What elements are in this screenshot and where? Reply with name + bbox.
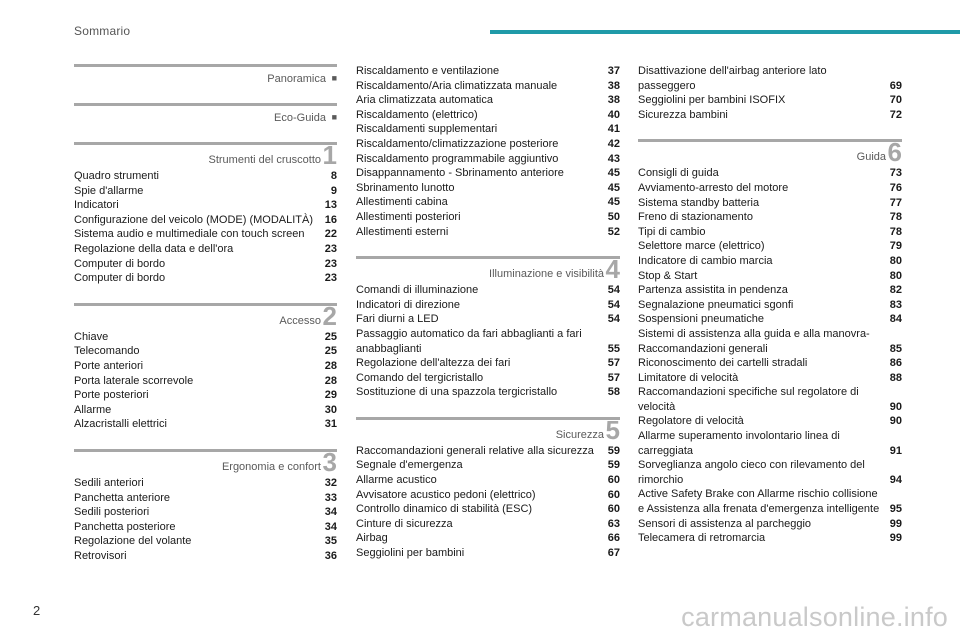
toc-entry[interactable] (356, 356, 620, 371)
toc-entry-page: 54 (607, 284, 620, 297)
toc-entry-page: 78 (889, 211, 902, 224)
toc-entry-label: Fari diurni a LED (356, 313, 439, 326)
toc-entry-label: Panchetta anteriore (74, 491, 171, 504)
toc-section (74, 64, 337, 86)
toc-entry[interactable] (356, 371, 620, 386)
section-number: 4 (605, 254, 620, 285)
toc-entry-label: Consigli di guida (638, 167, 719, 180)
toc-entry-page: 23 (324, 242, 337, 255)
section-title[interactable]: Ergonomia e confort (221, 460, 321, 473)
section-number: 6 (887, 137, 902, 168)
toc-entry-page: 28 (324, 359, 337, 372)
toc-entry[interactable] (638, 356, 902, 371)
toc-entry-page: 38 (607, 94, 620, 107)
toc-entry[interactable] (356, 298, 620, 313)
toc-entry[interactable] (356, 458, 620, 473)
toc-entry-label: Allestimenti esterni (356, 225, 449, 238)
toc-entry-page: 85 (889, 342, 902, 355)
toc-entry-label: Riscaldamento (elettrico) (356, 108, 478, 121)
toc-entry[interactable] (356, 488, 620, 503)
page-number: 2 (33, 603, 41, 618)
toc-entry-label: Cinture di sicurezza (356, 517, 453, 530)
toc-entry-label: Sostituzione di una spazzola tergicristallo (356, 386, 558, 399)
toc-entry-label: Tipi di cambio (638, 225, 706, 238)
toc-entry-page: 34 (324, 506, 337, 519)
toc-column-1 (74, 64, 337, 580)
toc-entry[interactable] (356, 93, 620, 108)
toc-entry-page: 8 (330, 170, 337, 182)
toc-section (74, 446, 337, 564)
toc-entry-page: 79 (889, 240, 902, 253)
toc-entry-label: Sbrinamento lunotto (356, 181, 455, 194)
toc-entry[interactable] (356, 152, 620, 167)
toc-entry-page: 95 (889, 503, 902, 516)
toc-entry-page: 52 (607, 225, 620, 238)
toc-entry-label: Regolazione del volante (74, 535, 192, 548)
toc-entry-label: Disattivazione dell'airbag anteriore lato passeggero (638, 65, 827, 92)
toc-entry-label: Riscaldamenti supplementari (356, 123, 498, 136)
toc-entry-label: Allestimenti posteriori (356, 210, 461, 223)
toc-entry-label: Configurazione del veicolo (MODE) (MODALITÀ) (74, 213, 314, 226)
section-title[interactable]: Strumenti del cruscotto (208, 154, 321, 166)
toc-entry[interactable] (638, 414, 902, 429)
toc-entry-label: Regolazione dell'altezza dei fari (356, 357, 511, 370)
toc-entry[interactable] (74, 227, 337, 242)
toc-entry[interactable] (356, 64, 620, 79)
section-heading (356, 414, 620, 445)
toc-entry-label: Computer di bordo (74, 257, 166, 270)
toc-entry-label: Seggiolini per bambini (356, 547, 465, 560)
toc-entry-page: 84 (889, 313, 902, 326)
toc-entry[interactable] (638, 487, 902, 516)
toc-entry[interactable] (74, 374, 337, 389)
toc-section (74, 300, 337, 432)
toc-entry[interactable] (74, 491, 337, 506)
toc-entry[interactable] (74, 184, 337, 199)
toc-entry-page: 35 (324, 535, 337, 548)
section-heading (356, 254, 620, 285)
toc-entry[interactable] (638, 531, 902, 546)
toc-entry-page: 59 (607, 444, 620, 457)
toc-entry-label: Quadro strumenti (74, 170, 159, 182)
toc-entry-page: 83 (889, 298, 902, 311)
toc-entry[interactable] (638, 269, 902, 284)
toc-entry-label: Disappannamento - Sbrinamento anteriore (356, 167, 564, 180)
toc-entry-page: 34 (324, 520, 337, 533)
toc-entry-label: Porta laterale scorrevole (74, 374, 194, 387)
toc-entry-label: Allarme acustico (356, 474, 437, 487)
toc-entry-label: Indicatore di cambio marcia (638, 254, 773, 267)
toc-entry[interactable] (638, 458, 902, 487)
toc-entry-label: Limitatore di velocità (638, 371, 739, 384)
toc-entry-label: Allarme superamento involontario linea di carreggiata (638, 430, 840, 457)
toc-entry[interactable] (638, 225, 902, 240)
toc-entry-label: Avviamento-arresto del motore (638, 181, 789, 194)
toc-entry-label: Telecomando (74, 345, 140, 358)
section-number: 5 (605, 414, 620, 445)
toc-entry-page: 67 (607, 547, 620, 560)
section-title[interactable]: Eco-Guida (274, 112, 326, 124)
toc-entry-page: 16 (324, 213, 337, 226)
toc-entry[interactable] (638, 64, 902, 93)
toc-entry-page: 41 (607, 123, 620, 136)
toc-entry-page: 40 (607, 108, 620, 121)
toc-entry[interactable] (356, 502, 620, 517)
toc-entry-page: 54 (607, 298, 620, 311)
toc-entry[interactable] (74, 403, 337, 418)
toc-entry-label: Regolatore di velocità (638, 415, 744, 428)
toc-entry-page: 38 (607, 79, 620, 92)
toc-entry-label: Riconoscimento dei cartelli stradali (638, 357, 808, 370)
toc-entry-page: 32 (324, 476, 337, 489)
toc-entry[interactable] (356, 166, 620, 181)
toc-entry-label: Spie d'allarme (74, 184, 144, 197)
toc-entry-label: Panchetta posteriore (74, 520, 176, 533)
toc-entry-label: Raccomandazioni specifiche sul regolatore di velocità (638, 386, 859, 413)
toc-entry-label: Riscaldamento/Aria climatizzata manuale (356, 79, 558, 92)
section-number: 1 (322, 140, 337, 170)
toc-entry-page: 28 (324, 374, 337, 387)
section-title[interactable]: Illuminazione e visibilità (489, 268, 604, 281)
toc-entry[interactable] (638, 181, 902, 196)
toc-entry[interactable] (638, 517, 902, 532)
toc-entry[interactable] (638, 312, 902, 327)
section-title[interactable]: Panoramica (267, 73, 326, 85)
toc-entry-label: Raccomandazioni generali relative alla sicurezza (356, 444, 594, 457)
toc-section (74, 103, 337, 125)
section-heading (74, 446, 337, 477)
toc-entry-label: Allarme (74, 403, 112, 416)
toc-section (356, 256, 620, 400)
toc-entry[interactable] (356, 195, 620, 210)
toc-entry-label: Sistema standby batteria (638, 196, 760, 209)
section-heading (74, 300, 337, 331)
toc-entry[interactable] (356, 385, 620, 400)
toc-entry[interactable] (356, 108, 620, 123)
toc-entry[interactable] (356, 283, 620, 298)
toc-entry[interactable] (638, 283, 902, 298)
toc-entry[interactable] (74, 534, 337, 549)
toc-entry[interactable] (74, 344, 337, 359)
toc-entry[interactable] (638, 254, 902, 269)
toc-entry-page: 60 (607, 503, 620, 516)
toc-entry[interactable] (638, 210, 902, 225)
section-heading (74, 140, 337, 170)
toc-entry[interactable] (74, 242, 337, 257)
toc-entry[interactable] (356, 327, 620, 356)
toc-section (356, 64, 620, 239)
toc-entry-label: Passaggio automatico da fari abbaglianti a fari anabbaglianti (356, 327, 582, 355)
toc-entry[interactable] (74, 359, 337, 374)
section-heading (74, 103, 337, 125)
section-number: 3 (322, 446, 337, 477)
toc-section (356, 414, 620, 561)
toc-entry-label: Regolazione della data e dell'ora (74, 242, 234, 255)
toc-entry-page: 82 (889, 284, 902, 297)
page-header-title: Sommario (74, 24, 131, 38)
toc-entry[interactable] (356, 546, 620, 561)
toc-entry[interactable] (638, 108, 902, 123)
toc-entry[interactable] (74, 476, 337, 491)
toc-entry-label: Sensori di assistenza al parcheggio (638, 517, 812, 530)
toc-section (638, 64, 902, 122)
toc-entry-page: 36 (324, 549, 337, 562)
toc-entry-label: Riscaldamento e ventilazione (356, 65, 500, 77)
toc-entry[interactable] (356, 444, 620, 459)
toc-entry[interactable] (356, 225, 620, 240)
toc-column-3 (638, 64, 902, 563)
section-square-icon: ■ (331, 112, 337, 122)
toc-entry-label: Active Safety Brake con Allarme rischio collisione e Assistenza alla frenata d'emergenza intelligente (638, 488, 880, 516)
toc-entry[interactable] (74, 417, 337, 432)
toc-entry[interactable] (74, 549, 337, 564)
toc-entry-label: Segnale d'emergenza (356, 459, 463, 472)
toc-entry-page: 69 (889, 79, 902, 92)
toc-entry[interactable] (74, 505, 337, 520)
toc-entry[interactable] (356, 473, 620, 488)
toc-entry-page: 99 (889, 532, 902, 545)
toc-entry-label: Stop & Start (638, 269, 698, 282)
toc-entry[interactable] (638, 371, 902, 386)
toc-entry-label: Retrovisori (74, 549, 127, 562)
toc-entry-label: Indicatori di direzione (356, 298, 460, 311)
section-title[interactable]: Accesso (279, 314, 321, 327)
toc-entry-label: Seggiolini per bambini ISOFIX (638, 94, 786, 107)
toc-section (74, 142, 337, 286)
toc-entry-page: 37 (607, 65, 620, 77)
toc-entry[interactable] (74, 169, 337, 184)
toc-entry-page: 54 (607, 313, 620, 326)
watermark: carmanualsonline.info (681, 602, 948, 632)
toc-entry-label: Comando del tergicristallo (356, 371, 484, 384)
toc-entry-page: 31 (324, 418, 337, 431)
toc-entry-page: 63 (607, 517, 620, 530)
toc-entry-page: 45 (607, 167, 620, 180)
toc-entry[interactable] (356, 181, 620, 196)
toc-entry[interactable] (356, 531, 620, 546)
toc-entry-page: 45 (607, 196, 620, 209)
toc-entry-label: Sospensioni pneumatiche (638, 313, 764, 326)
toc-entry-page: 30 (324, 403, 337, 416)
toc-entry-label: Airbag (356, 532, 388, 545)
toc-entry-label: Segnalazione pneumatici sgonfi (638, 298, 794, 311)
toc-entry-page: 90 (889, 400, 902, 413)
toc-entry[interactable] (74, 213, 337, 228)
toc-entry-label: Allestimenti cabina (356, 196, 448, 209)
toc-column-2 (356, 64, 620, 578)
toc-entry-label: Sedili anteriori (74, 476, 144, 489)
toc-entry[interactable] (638, 429, 902, 458)
header-accent-bar (490, 30, 960, 34)
toc-entry-page: 73 (889, 167, 902, 180)
toc-entry-label: Freno di stazionamento (638, 211, 753, 224)
section-number: 2 (322, 300, 337, 331)
toc-entry[interactable] (74, 198, 337, 213)
toc-entry[interactable] (638, 93, 902, 108)
toc-entry-label: Sedili posteriori (74, 506, 150, 519)
toc-entry-page: 60 (607, 488, 620, 501)
toc-entry-label: Porte posteriori (74, 389, 149, 402)
toc-entry-label: Sistemi di assistenza alla guida e alla manovra- Raccomandazioni generali (638, 327, 870, 355)
section-heading (74, 64, 337, 86)
toc-entry-label: Sistema audio e multimediale con touch screen (74, 228, 305, 241)
toc-entry-page: 23 (324, 272, 337, 285)
toc-entry-page: 78 (889, 225, 902, 238)
toc-entry-page: 72 (889, 108, 902, 121)
toc-entry-page: 29 (324, 389, 337, 402)
toc-entry-label: Indicatori (74, 199, 119, 212)
section-title[interactable]: Guida (856, 151, 886, 164)
toc-entry-label: Selettore marce (elettrico) (638, 240, 765, 253)
toc-entry[interactable] (638, 327, 902, 356)
section-title[interactable]: Sicurezza (555, 428, 604, 441)
toc-entry[interactable] (638, 385, 902, 414)
toc-entry-page: 23 (324, 257, 337, 270)
toc-entry-label: Sorveglianza angolo cieco con rilevamento del rimorchio (638, 459, 865, 486)
toc-entry[interactable] (638, 166, 902, 181)
toc-entry[interactable] (356, 79, 620, 94)
toc-entry-page: 80 (889, 254, 902, 267)
toc-entry-label: Riscaldamento/climatizzazione posteriore (356, 137, 559, 150)
toc-entry[interactable] (356, 122, 620, 137)
toc-entry-page: 60 (607, 474, 620, 487)
toc-entry[interactable] (356, 137, 620, 152)
toc-entry-page: 50 (607, 210, 620, 223)
toc-entry-page: 86 (889, 357, 902, 370)
toc-entry-page: 55 (607, 342, 620, 355)
toc-entry-page: 22 (324, 228, 337, 241)
toc-section (638, 139, 902, 545)
toc-entry-page: 80 (889, 269, 902, 282)
toc-entry[interactable] (356, 210, 620, 225)
toc-entry[interactable] (74, 520, 337, 535)
toc-entry-page: 99 (889, 517, 902, 530)
toc-entry[interactable] (74, 330, 337, 345)
toc-entry-page: 58 (607, 386, 620, 399)
toc-entry-page: 43 (607, 152, 620, 165)
section-square-icon: ■ (331, 73, 337, 83)
toc-entry-label: Comandi di illuminazione (356, 284, 479, 297)
toc-entry-page: 9 (330, 184, 337, 197)
toc-entry-page: 57 (607, 371, 620, 384)
toc-entry-label: Riscaldamento programmabile aggiuntivo (356, 152, 559, 165)
section-heading (638, 137, 902, 168)
toc-entry-page: 90 (889, 415, 902, 428)
toc-entry[interactable] (356, 517, 620, 532)
toc-entry-label: Controllo dinamico di stabilità (ESC) (356, 503, 533, 516)
toc-entry-page: 91 (889, 444, 902, 457)
toc-entry-page: 25 (324, 345, 337, 358)
toc-entry-label: Porte anteriori (74, 359, 144, 372)
toc-entry-page: 45 (607, 181, 620, 194)
toc-entry-page: 66 (607, 532, 620, 545)
toc-entry-page: 70 (889, 94, 902, 107)
toc-entry-label: Telecamera di retromarcia (638, 532, 766, 545)
toc-entry-page: 59 (607, 459, 620, 472)
toc-entry-label: Sicurezza bambini (638, 108, 728, 121)
toc-entry-page: 94 (889, 473, 902, 486)
toc-entry-page: 76 (889, 181, 902, 194)
toc-entry[interactable] (74, 257, 337, 272)
toc-entry-label: Computer di bordo (74, 272, 166, 285)
toc-entry-page: 42 (607, 137, 620, 150)
toc-entry[interactable] (638, 298, 902, 313)
toc-entry-page: 33 (324, 491, 337, 504)
toc-entry-page: 13 (324, 199, 337, 212)
toc-entry-page: 88 (889, 371, 902, 384)
toc-entry-label: Aria climatizzata automatica (356, 94, 493, 107)
toc-entry-page: 77 (889, 196, 902, 209)
toc-entry[interactable] (356, 312, 620, 327)
toc-entry[interactable] (74, 388, 337, 403)
toc-entry-label: Chiave (74, 330, 109, 343)
toc-entry-label: Alzacristalli elettrici (74, 418, 167, 431)
toc-entry-page: 25 (324, 330, 337, 343)
toc-entry[interactable] (638, 196, 902, 211)
toc-entry[interactable] (74, 271, 337, 286)
toc-entry-page: 57 (607, 357, 620, 370)
toc-entry[interactable] (638, 239, 902, 254)
toc-entry-label: Partenza assistita in pendenza (638, 284, 788, 297)
toc-entry-label: Avvisatore acustico pedoni (elettrico) (356, 488, 536, 501)
